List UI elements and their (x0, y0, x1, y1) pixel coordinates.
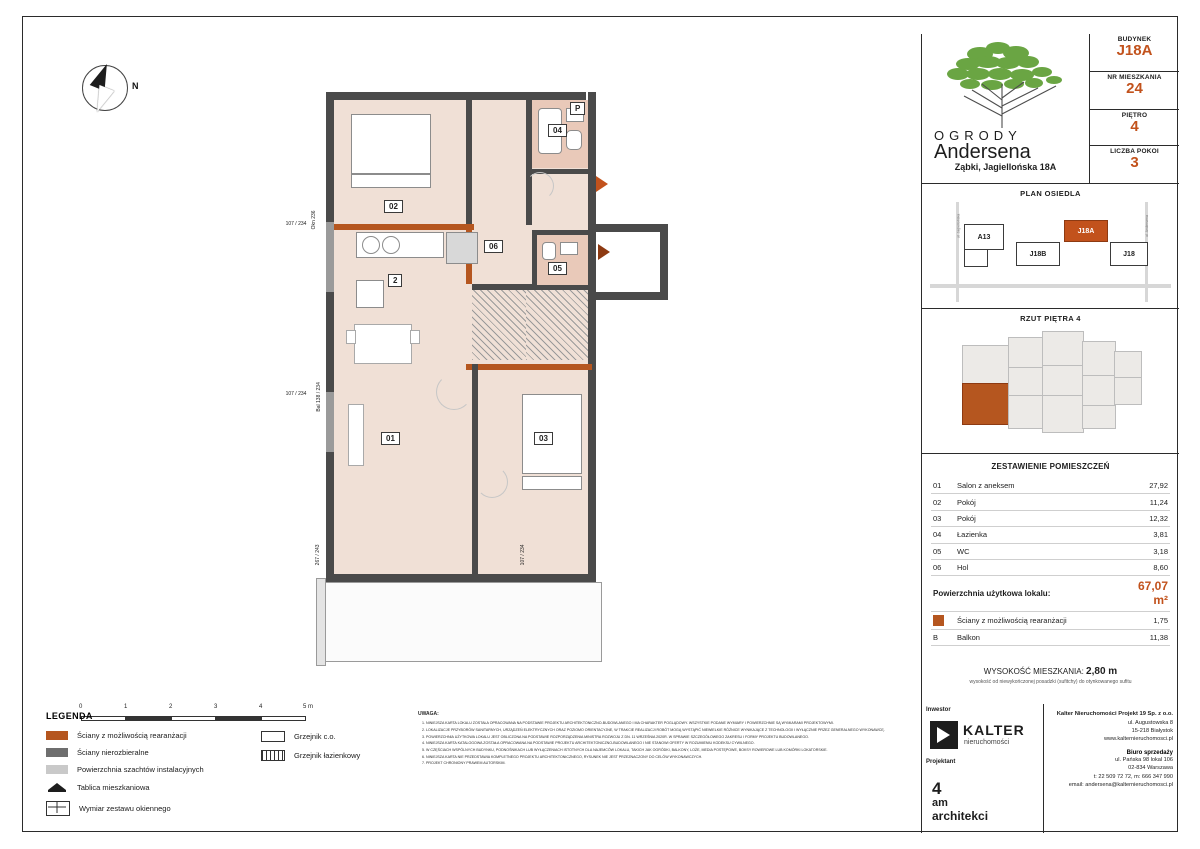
mini-unit (1008, 337, 1044, 369)
mini-unit (962, 345, 1010, 385)
room-label-06: 06 (484, 240, 503, 253)
room-area: 3,18 (1122, 543, 1170, 559)
apartment-plan (285, 74, 706, 654)
legend-item (46, 765, 246, 774)
note-item: 2. LOKALIZACJE PRZYBORÓW SANITARNYCH, URZĄDZEŃ ELEKTRYCZNYCH ORAZ POZIOMO ORIENTACYJNE, W TRAKCIE REALIZACJI ROBÓT MOGĄ WYSTĄPIĆ NIEWIELKIE RÓŻNICE WYNIKAJĄCE Z TECHNOLOGII I WYŁĄCZNIE PRZEZ GENERALNEGO WYKONAWCĘ. (426, 728, 913, 733)
table-row (931, 611, 1170, 629)
wall-room-03 (472, 364, 478, 574)
room-area: 8,60 (1122, 559, 1170, 575)
estate-map-block (922, 184, 1179, 309)
floor-preview-title: RZUT PIĘTRA 4 (1020, 314, 1081, 323)
mini-unit (1008, 367, 1044, 397)
identity-rooms (1090, 146, 1179, 184)
door-arc-2 (476, 466, 508, 498)
estate-title: PLAN OSIEDLA (1020, 189, 1081, 198)
balcony-rail-left (316, 578, 326, 666)
identity-building (1090, 34, 1179, 72)
radiator-icon (261, 731, 285, 742)
table-row-total (931, 576, 1170, 611)
mini-unit (1042, 331, 1084, 367)
height-value: 2,80 m (1086, 666, 1118, 677)
kitchen-cabinet (356, 280, 384, 308)
note-item: 6. NINIEJSZA KARTA NIE PRZEDSTAWIA KOMPLETNEGO PROJEKTU ARCHITEKTONICZNEGO, RYSUNEK NIE JEST PRZEZNACZONY DO CELÓW WYKONAWCZYCH. (426, 755, 913, 760)
room-area: 12,32 (1122, 510, 1170, 526)
investor-line-2: 15-218 Białystok (1131, 728, 1173, 735)
investor-label: Inwestor (926, 707, 951, 713)
wall-right-top-notch (588, 224, 668, 232)
wall-right-notch (588, 292, 668, 300)
street-label-2: ul. Andersena (1144, 215, 1149, 237)
bathroom-radiator-icon (261, 750, 285, 761)
legend (46, 711, 406, 831)
height-label: WYSOKOŚĆ MIESZKANIA: (983, 667, 1084, 676)
investor-line-3[interactable]: www.kalternieruchomosci.pl (1103, 736, 1173, 743)
room-no: 02 (931, 494, 955, 510)
scale-tick-4: 4 (259, 704, 263, 710)
investor-name: KALTER (963, 722, 1025, 738)
wall-rearrange-3 (466, 364, 592, 370)
sales-line-1: 02-834 Warszawa (1128, 765, 1173, 772)
bed-02 (351, 114, 431, 174)
legend-label: Ściany z możliwością rearanżacji (77, 731, 187, 740)
identity-building-value: J18A (1116, 42, 1153, 59)
brand-address: Ząbki, Jagiellońska 18A (954, 162, 1057, 172)
designer-4: 4 (932, 779, 942, 798)
notes-block (418, 711, 913, 833)
wall-left-upper (326, 92, 334, 222)
brand-line1: OGRODY (934, 128, 1022, 143)
total-label: Powierzchnia użytkowa lokalu: (931, 576, 1122, 611)
extra-no: B (931, 630, 955, 646)
dim-label-1: 107 / 234 (285, 221, 307, 227)
wall-right-lower (588, 300, 596, 582)
chair-2 (410, 330, 420, 344)
mini-unit (1042, 395, 1084, 433)
chair-1 (346, 330, 356, 344)
estate-block-a13-wing (964, 250, 988, 267)
kalter-mark-icon (930, 721, 958, 749)
mini-unit (1042, 365, 1084, 397)
street-label-1: ul. Jagiellońska (956, 213, 961, 239)
scale-tick-5: 5 m (303, 704, 314, 710)
wall-left-window (326, 222, 334, 292)
mini-unit (1082, 341, 1116, 377)
nightstand-02 (351, 174, 431, 188)
height-line (922, 666, 1179, 677)
toilet-04 (566, 130, 582, 150)
sales-line-3[interactable]: email: andersena@kalternieruchomosci.pl (1068, 782, 1173, 789)
mini-unit (1082, 375, 1116, 407)
wall-left-bottom (326, 452, 334, 582)
identity-floor-key: PIĘTRO (1121, 112, 1148, 119)
note-item: 7. PROJEKT CHRONIONY PRAWEM AUTORSKIM. (426, 761, 913, 766)
legend-item (46, 731, 246, 740)
compass-icon (76, 59, 139, 119)
legend-item (261, 750, 421, 761)
mini-unit (1114, 377, 1142, 405)
investor-line-0: Kalter Nieruchomości Projekt 19 Sp. z o.o. (1056, 711, 1173, 717)
wall-right-upper (588, 92, 596, 292)
wall-right-outer (660, 224, 668, 300)
dining-table (354, 324, 412, 364)
sofa (348, 404, 364, 466)
dim-label-3: 107 / 234 (285, 391, 307, 397)
fridge (446, 232, 478, 264)
dim-label-2: Okn 236 (311, 210, 318, 230)
identity-apartment-value: 24 (1126, 80, 1143, 97)
sales-line-2: t: 22 509 72 72, m: 666 347 990 (1093, 773, 1173, 780)
table-row (931, 527, 1170, 543)
kitchen-burner-2 (382, 236, 400, 254)
brand-line2: Andersena (934, 141, 1031, 163)
wall-left-mid (326, 292, 334, 392)
legend-label: Grzejnik c.o. (294, 732, 336, 741)
legend-swatch-rearrangeable (46, 731, 68, 740)
sales-line-0: ul. Pańska 98 lokal 106 (1115, 756, 1173, 763)
designer-arch: architekci (932, 808, 989, 823)
shaft-hatch-2 (526, 290, 588, 360)
floor-plan-drawing (46, 34, 921, 710)
table-row (931, 559, 1170, 575)
street-horizontal (930, 284, 1171, 288)
room-name: Łazienka (955, 527, 1122, 543)
mini-unit (1008, 395, 1044, 429)
designer-label: Projektant (926, 759, 956, 765)
legend-label: Grzejnik łazienkowy (294, 751, 361, 760)
estate-block-a13[interactable]: A13 (964, 224, 1004, 250)
scale-tick-2: 2 (169, 704, 173, 710)
kitchen-label: 2 (388, 274, 402, 287)
room-label-03: 03 (534, 432, 553, 445)
identity-block (1089, 34, 1179, 184)
floor-preview-map (962, 327, 1142, 445)
room-label-02: 02 (384, 200, 403, 213)
investor-logo (930, 721, 1040, 755)
apartment-board-icon (46, 782, 68, 793)
wall-rearrange-1 (334, 224, 474, 230)
room-name: Pokój (955, 510, 1122, 526)
height-note: wysokość od niewykończonej posadzki (sufitchy) do otynkowanego sufitu (969, 679, 1132, 685)
brand-block (922, 34, 1089, 184)
designer-am: am (932, 797, 948, 809)
p-label: P (570, 102, 585, 115)
mini-unit-active[interactable] (962, 383, 1010, 425)
dim-label-5: 267 / 243 (315, 544, 322, 566)
room-label-01: 01 (381, 432, 400, 445)
scale-tick-0: 0 (79, 704, 83, 710)
footer-right (1044, 704, 1179, 833)
door-arc-3 (526, 172, 554, 200)
wardrobe-03 (522, 476, 582, 490)
door-arc-1 (436, 374, 472, 410)
tree-icon (928, 38, 1083, 130)
legend-label: Powierzchnia szachtów instalacyjnych (77, 765, 204, 774)
mini-unit (1082, 405, 1116, 429)
legend-title: LEGENDA (46, 711, 93, 721)
shaft-hatch-1 (472, 290, 526, 360)
scale-tick-3: 3 (214, 704, 218, 710)
wall-left-lower (326, 392, 334, 452)
mini-unit (1114, 351, 1142, 379)
investor-sub: nieruchomości (964, 739, 1010, 746)
note-item: 4. NINIEJSZA KARTA KATALOGOWA ZOSTAŁA OPRACOWANA NA PODSTAWIE PROJEKTU ARCHITEKTONICZNO-BUDOWLANEGO I NIE STANOWI OFERTY W ROZUMIENIU KODEKSU CYWILNEGO. (426, 741, 913, 746)
legend-column-right (261, 731, 421, 769)
extra-area: 1,75 (1122, 611, 1170, 629)
identity-floor-value: 4 (1130, 118, 1139, 135)
notes-title: UWAGA: (418, 711, 439, 717)
room-name: Salon z aneksem (955, 478, 1122, 494)
room-no: 03 (931, 510, 955, 526)
room-area: 3,81 (1122, 527, 1170, 543)
legend-label: Tablica mieszkaniowa (77, 783, 150, 792)
brand-name (922, 128, 1089, 164)
extra-name: Ściany z możliwością rearanżacji (955, 611, 1122, 629)
table-row (931, 543, 1170, 559)
identity-floor (1090, 110, 1179, 146)
ceiling-height-block (922, 666, 1179, 685)
compass-north-label: N (132, 81, 139, 91)
legend-item (46, 782, 246, 793)
room-area: 11,24 (1122, 494, 1170, 510)
sales-label: Biuro sprzedaży (1126, 749, 1173, 756)
legend-item (46, 801, 246, 816)
identity-apartment-key: NR MIESZKANIA (1107, 74, 1162, 81)
room-label-04: 04 (548, 124, 567, 137)
legend-label: Ściany nierozbieralne (77, 748, 149, 757)
note-item: 1. NINIEJSZA KARTA LOKALU ZOSTAŁA OPRACOWANA NA PODSTAWIE PROJEKTU ARCHITEKTONICZNO-BUDOWLANEGO I MA CHARAKTER POGLĄDOWY. WSZYSTKIE PODANE WYMIARY I POWIERZCHNIE SĄ WYMIARAMI PROJEKTOWYMI. (426, 721, 913, 726)
total-value: 67,07 m² (1122, 576, 1170, 611)
toilet-05 (542, 242, 556, 260)
footer-block (921, 704, 1178, 833)
wall-bottom (326, 574, 596, 582)
washbasin-05 (560, 242, 578, 255)
room-no: 01 (931, 478, 955, 494)
entrance-marker-icon (596, 176, 608, 192)
room-no: 06 (931, 559, 955, 575)
floor-preview-block (922, 309, 1179, 454)
info-panel (921, 34, 1178, 704)
room-name: WC (955, 543, 1122, 559)
estate-block-j18b[interactable]: J18B (1016, 242, 1060, 266)
room-name: Pokój (955, 494, 1122, 510)
balcony-area (320, 582, 602, 662)
note-item: 3. POWIERZCHNIA UŻYTKOWA LOKALU JEST OBLICZONA NA PODSTAWIE ROZPORZĄDZENIA MINISTRA ROZWOJU Z DN. 11 WRZEŚNIA 2020R. W SPRAWIE SZCZEGÓŁOWEGO ZAKRESU I FORMY PROJEKTU BUDOWLANEGO. (426, 735, 913, 740)
estate-block-j18a[interactable]: J18A (1064, 220, 1108, 242)
identity-apartment (1090, 72, 1179, 110)
identity-rooms-value: 3 (1130, 154, 1139, 171)
wall-bedroom-02 (466, 100, 472, 230)
dim-label-4: Bal 138 / 234 (316, 382, 323, 412)
rearrangeable-swatch (933, 615, 944, 626)
wall-top (326, 92, 586, 100)
investor-line-1: ul. Augustowska 8 (1127, 719, 1173, 726)
legend-column-left (46, 731, 246, 824)
room-label-05: 05 (548, 262, 567, 275)
rooms-table-block (922, 454, 1179, 646)
room-no: 05 (931, 543, 955, 559)
extra-area: 11,38 (1122, 630, 1170, 646)
scale-tick-1: 1 (124, 704, 128, 710)
identity-building-key: BUDYNEK (1117, 36, 1152, 43)
table-row (931, 630, 1170, 646)
footer-left (922, 704, 1044, 833)
table-row (931, 494, 1170, 510)
table-row (931, 510, 1170, 526)
kitchen-burner (362, 236, 380, 254)
dim-label-6: 107 / 234 (520, 544, 527, 566)
room-no: 04 (931, 527, 955, 543)
window-dimension-icon (46, 801, 70, 816)
estate-block-j18[interactable]: J18 (1110, 242, 1148, 266)
sheet-border (22, 16, 1178, 832)
estate-map (930, 202, 1171, 302)
extra-name: Balkon (955, 630, 1122, 646)
entrance-marker-icon-2 (598, 244, 610, 260)
rooms-table-title: ZESTAWIENIE POMIESZCZEŃ (991, 462, 1110, 471)
legend-swatch-shaft (46, 765, 68, 774)
legend-swatch-structural (46, 748, 68, 757)
note-item: 5. W CZĘŚCIACH WSPÓLNYCH BUDYNKU, PODNOŚNIKACH LUB WYŁĄCZENIACH ISTOTNYCH DLA NAJEMCÓW LOKALU, TAKICH JAK OGRÓDKI, BALKONY, LOŻE, MEDIA POSTĘPOWE, BOKSY ROWEROWE LUB KOMÓRKI LOKATORSKIE. (426, 748, 913, 753)
designer-logo (932, 780, 988, 823)
room-name: Hol (955, 559, 1122, 575)
room-area: 27,92 (1122, 478, 1170, 494)
rooms-table (931, 478, 1170, 646)
legend-item (261, 731, 421, 742)
table-row (931, 478, 1170, 494)
legend-item (46, 748, 246, 757)
identity-rooms-key: LICZBA POKOI (1110, 148, 1159, 155)
legend-label: Wymiar zestawu okiennego (79, 804, 171, 813)
